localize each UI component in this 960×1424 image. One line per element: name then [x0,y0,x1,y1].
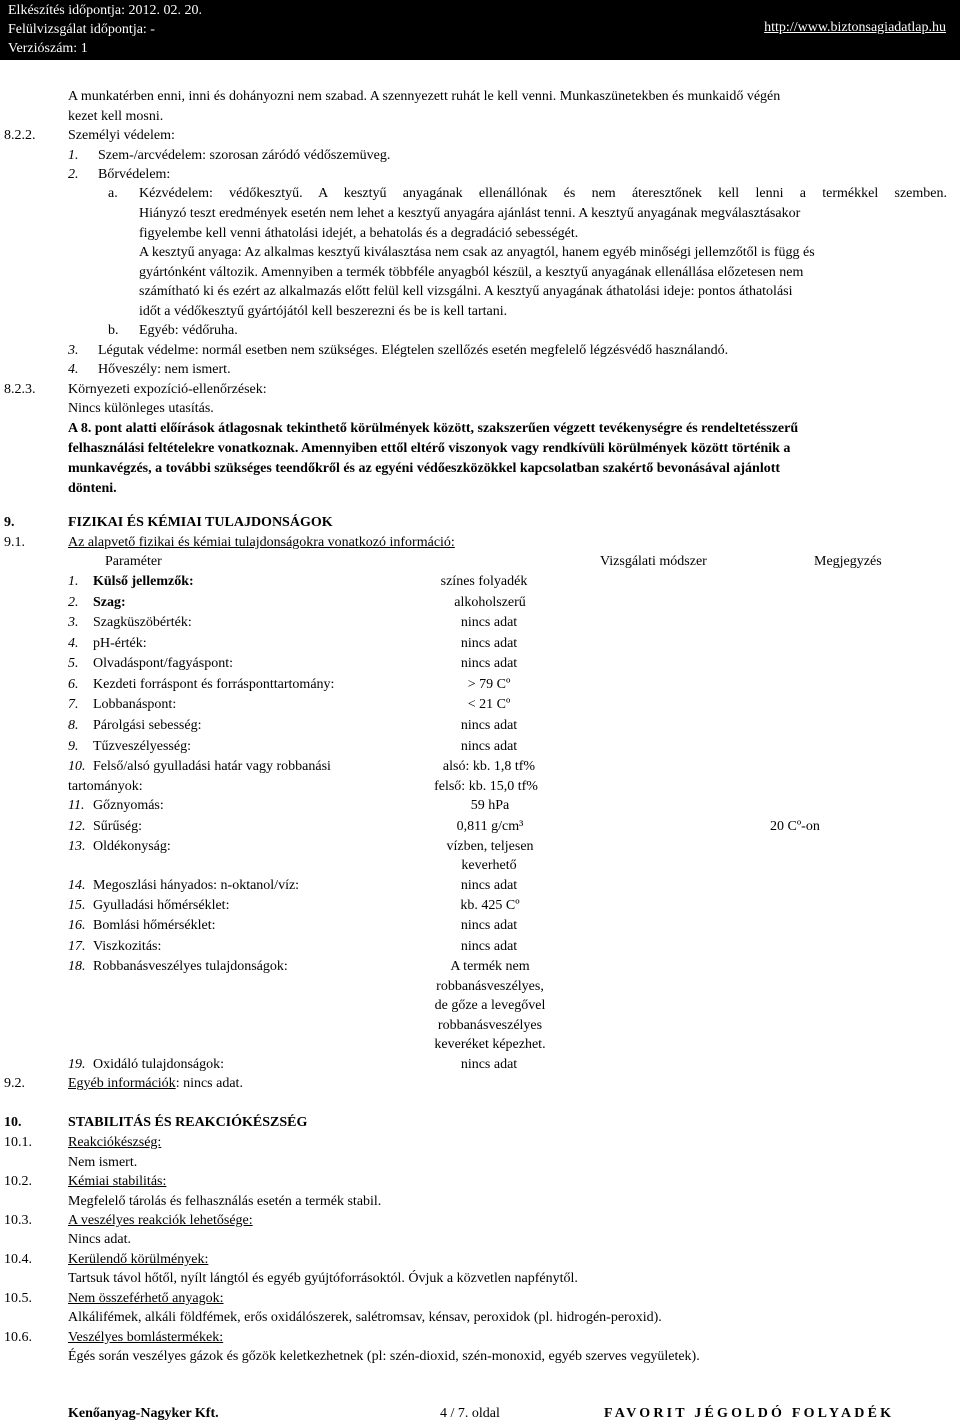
row-label: pH-érték: [93,636,147,651]
bold-notice-line: A 8. pont alatti előírások átlagosnak tekinthető körülmények között, szakszerűen végzett tevékenységre és rendeltetésszerű [68,421,799,436]
intro-line-1: A munkatérben enni, inni és dohányozni nem szabad. A szennyezett ruhát le kell venni. Munkaszünetekben és munkaidő végén [68,89,781,104]
section-number: 10.1. [4,1135,32,1150]
other-info-value: : nincs adat. [175,1076,243,1091]
row-value: kb. 425 Cº [460,898,520,913]
column-header-method: Vizsgálati módszer [600,554,707,569]
subsection-title: Nem összeférhető anyagok: [68,1291,224,1306]
row-label: Lobbanáspont: [93,697,177,712]
subsection-title: Reakciókészség: [68,1135,162,1150]
column-header-parameter: Paraméter [105,554,162,569]
skin-protection-title: Bőrvédelem: [98,167,171,182]
section-number: 10.6. [4,1330,32,1345]
row-number: 3. [68,615,79,630]
section-number: 10. [4,1115,22,1130]
section-number: 9.1. [4,535,25,550]
row-label: Felső/alsó gyulladási határ vagy robbanási [93,759,331,774]
hand-protection-line: gyártónként változik. Amennyiben a termék többféle anyagból készül, a kesztyű anyagának ellenállása előzetesen nem [139,265,804,280]
row-value-cont: keveréket képezhet. [434,1037,546,1052]
footer-product-name: FAVORIT JÉGOLDÓ FOLYADÉK [604,1406,895,1421]
page-header [0,0,960,60]
hand-protection-line: számítható ki és ezért az alkalmazás előtt felül kell vizsgálni. A kesztyű anyagának áthatolási ideje: pontos áthatolási [139,284,793,299]
item-number: 2. [68,167,79,182]
bold-notice-line: munkavégzés, a további szükséges teendőkről és az egyéni védőeszközökkel kapcsolatban szakértő bevonásával ajánlott [68,461,781,476]
row-label: Párolgási sebesség: [93,718,202,733]
created-date: Elkészítés időpontja: 2012. 02. 20. [8,3,203,18]
row-number: 5. [68,656,79,671]
row-value: 59 hPa [470,798,510,813]
subsection-title: Kerülendő körülmények: [68,1252,209,1267]
section-heading: STABILITÁS ÉS REAKCIÓKÉSZSÉG [68,1115,308,1130]
subsection-title: Kémiai stabilitás: [68,1174,167,1189]
row-value-cont: robbanásveszélyes [437,1018,543,1033]
row-value: nincs adat [460,918,518,933]
row-number: 12. [68,819,86,834]
subsection-text: Nincs adat. [68,1232,131,1247]
bold-notice-line: dönteni. [68,481,117,496]
row-value: nincs adat [460,615,518,630]
row-label: Kezdeti forráspont és forrásponttartomány: [93,677,335,692]
other-info-line [68,1075,243,1092]
row-number: 18. [68,959,86,974]
row-number: 6. [68,677,79,692]
row-label: Szag: [93,595,126,610]
section-title: Környezeti expozíció-ellenőrzések: [68,382,267,397]
row-value: alsó: kb. 1,8 tf% [442,759,536,774]
section-number: 9. [4,515,15,530]
row-label: Gőznyomás: [93,798,164,813]
subsection-text: Égés során veszélyes gázok és gőzök keletkezhetnek (pl: szén-dioxid, szén-monoxid, egyéb szerves vegyületek). [68,1349,700,1364]
section-number: 8.2.2. [4,128,36,143]
row-number: 11. [68,798,85,813]
version-number: Verziószám: 1 [8,41,88,56]
row-value: nincs adat [460,878,518,893]
row-label: Bomlási hőmérséklet: [93,918,216,933]
section-number: 10.2. [4,1174,32,1189]
intro-line-2: kezet kell mosni. [68,109,164,124]
section-number: 10.3. [4,1213,32,1228]
environmental-text: Nincs különleges utasítás. [68,401,214,416]
row-number: 15. [68,898,86,913]
row-value: vízben, teljesen [446,839,534,854]
row-label: Megoszlási hányados: n-oktanol/víz: [93,878,300,893]
row-number: 14. [68,878,86,893]
subsection-text: Alkálifémek, alkáli földfémek, erős oxidálószerek, salétromsav, kénsav, peroxidok (pl. hidrogén-peroxid). [68,1310,662,1325]
respiratory-protection-text: Légutak védelme: normál esetben nem szükséges. Elégtelen szellőzés esetén megfelelő légzésvédő használandó. [98,343,729,358]
row-value: nincs adat [460,739,518,754]
subsection-title: A veszélyes reakciók lehetősége: [68,1213,253,1228]
row-value: 0,811 g/cm³ [456,819,524,834]
row-label: Viszkozitás: [93,939,162,954]
row-label: Gyulladási hőmérséklet: [93,898,230,913]
hand-protection-line: Kézvédelem: védőkesztyű. A kesztyű anyagának ellenállónak és nem áteresztőnek kell lenni a termékkel szemben. [139,186,947,201]
row-label: Robbanásveszélyes tulajdonságok: [93,959,288,974]
row-value-cont: de gőze a levegővel [434,998,546,1013]
row-label-cont: tartományok: [68,779,143,794]
subsection-text: Nem ismert. [68,1155,138,1170]
row-value: > 79 Cº [467,677,511,692]
section-number: 9.2. [4,1076,25,1091]
website-link[interactable]: http://www.biztonsagiadatlap.hu [764,20,946,35]
other-protection-text: Egyéb: védőruha. [139,323,238,338]
row-label: Szagküszöbérték: [93,615,192,630]
item-number: 4. [68,362,79,377]
row-value-cont: robbanásveszélyes, [436,979,544,994]
section-heading: FIZIKAI ÉS KÉMIAI TULAJDONSÁGOK [68,515,333,530]
row-value-cont: felső: kb. 15,0 tf% [434,779,538,794]
subsection-title: Veszélyes bomlástermékek: [68,1330,224,1345]
item-number: 1. [68,148,79,163]
section-number: 8.2.3. [4,382,36,397]
subsection-text: Megfelelő tárolás és felhasználás esetén a termék stabil. [68,1194,382,1209]
row-number: 7. [68,697,79,712]
hand-protection-line: A kesztyű anyaga: Az alkalmas kesztyű kiválasztása nem csak az anyagtól, hanem egyéb minőségi jellemzőtől is függ és [139,245,815,260]
row-label: Oldékonyság: [93,839,171,854]
footer-page-number: 4 / 7. oldal [440,1406,500,1421]
row-value: nincs adat [460,636,518,651]
row-label: Olvadáspont/fagyáspont: [93,656,233,671]
row-label: Külső jellemzők: [93,574,194,589]
item-letter: b. [108,323,119,338]
row-note: 20 Cº-on [770,819,820,834]
item-letter: a. [108,186,118,201]
row-number: 2. [68,595,79,610]
row-label: Sűrűség: [93,819,142,834]
eye-protection-text: Szem-/arcvédelem: szorosan záródó védőszemüveg. [98,148,391,163]
row-number: 4. [68,636,79,651]
hand-protection-line: időt a védőkesztyű gyártójától kell beszerezni és be is kell tartani. [139,304,508,319]
row-value: nincs adat [460,718,518,733]
subsection-text: Tartsuk távol hőtől, nyílt lángtól és egyéb gyújtóforrásoktól. Óvjuk a közvetlen napfénytől. [68,1271,578,1286]
item-number: 3. [68,343,79,358]
row-number: 1. [68,574,79,589]
row-number: 19. [68,1057,86,1072]
footer-company: Kenőanyag-Nagyker Kft. [68,1406,219,1421]
row-label: Oxidáló tulajdonságok: [93,1057,225,1072]
row-value-cont: keverhető [461,858,517,873]
row-number: 8. [68,718,79,733]
section-title: Személyi védelem: [68,128,175,143]
bold-notice-line: felhasználási feltételekre vonatkoznak. Amennyiben ettől eltérő viszonyok vagy rendkívüli körülmények között történik a [68,441,791,456]
row-value: nincs adat [460,1057,518,1072]
row-number: 16. [68,918,86,933]
subsection-title: Az alapvető fizikai és kémiai tulajdonságokra vonatkozó információ: [68,535,455,550]
row-value: < 21 Cº [467,697,511,712]
row-number: 13. [68,839,86,854]
hand-protection-line: Hiányzó teszt eredmények esetén nem lehet a kesztyű anyagára ajánlást tenni. A kesztyű anyagának megválasztásakor [139,206,801,221]
revision-date: Felülvizsgálat időpontja: - [8,22,155,37]
section-number: 10.5. [4,1291,32,1306]
section-number: 10.4. [4,1252,32,1267]
row-value: nincs adat [460,939,518,954]
other-info-label: Egyéb információk [68,1076,176,1091]
row-number: 17. [68,939,86,954]
row-number: 10. [68,759,86,774]
thermal-hazard-text: Hőveszély: nem ismert. [98,362,231,377]
row-value: alkoholszerű [454,595,526,610]
row-value: A termék nem [450,959,530,974]
row-label: Tűzveszélyesség: [93,739,191,754]
hand-protection-line: figyelembe kell venni áthatolási idejét, a behatolás és a degradáció sebességét. [139,226,579,241]
row-number: 9. [68,739,79,754]
row-value: színes folyadék [440,574,528,589]
column-header-note: Megjegyzés [814,554,882,569]
row-value: nincs adat [460,656,518,671]
